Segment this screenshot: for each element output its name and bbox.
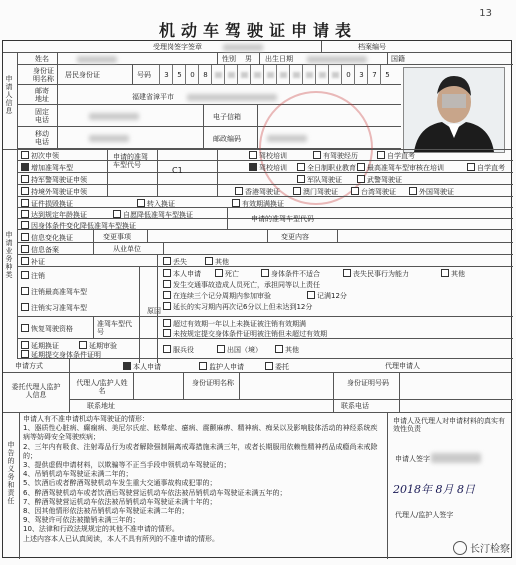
id-digit-cell — [276, 65, 290, 85]
declaration-intro: 申请人有不准申请机动车驾驶证的情形： — [23, 415, 149, 423]
zip-label: 邮政编码 — [213, 135, 241, 143]
cancel-reason-0[interactable]: 本人申请 — [163, 269, 201, 278]
downgrade-row — [17, 208, 513, 223]
declaration-item-5: 5、饮酒后或者醉酒驾驶机动车发生重大交通事故构成犯罪的； — [23, 479, 217, 488]
transfer-label[interactable]: 转入换证 — [137, 199, 175, 208]
phone-label: 固定电话 — [35, 108, 49, 124]
id-no-label: 号码 — [137, 71, 151, 79]
restore-row — [17, 317, 513, 339]
service-option-1[interactable]: 出国（境） — [217, 345, 262, 354]
declaration-item-3: 3、提供虚假申请材料，以欺骗等不正当手段申领机动车驾驶证的； — [23, 461, 231, 470]
id-digit-cell — [224, 65, 238, 85]
agent-signature-label: 代理人/监护人签字 — [395, 511, 454, 519]
email-label: 电子信箱 — [213, 113, 241, 121]
guarantee-label: 申请人及代理人对申请材料的真实有效性负责 — [393, 417, 505, 433]
declaration-item-4: 4、吊销机动车驾驶证未满二年的； — [23, 470, 133, 479]
class-value: C1 — [172, 166, 183, 175]
employer-label: 从业单位 — [113, 245, 141, 253]
application-form — [2, 40, 512, 558]
id-digit-cell — [289, 65, 303, 85]
name-redaction — [77, 56, 117, 63]
cancel-reason-2[interactable]: 身体条件不适合 — [261, 269, 320, 278]
declaration-text — [23, 415, 383, 544]
extra-option-1[interactable]: 全日制职业教育 — [297, 163, 356, 172]
declaration-item-9: 9、驾驶许可依法被撤销未满三年的； — [23, 516, 140, 525]
info-record-row — [17, 243, 513, 255]
initial-label[interactable]: 初次申领 — [21, 151, 59, 160]
add-class-checkbox[interactable] — [21, 163, 29, 171]
application-section-label: 申请业务种类 — [5, 231, 13, 279]
initial-checkbox[interactable] — [21, 151, 29, 159]
info-change-row — [17, 230, 513, 243]
cancel-class-label[interactable]: 注销最高准驾车型 — [21, 287, 87, 296]
agent-phone-label: 联系电话 — [341, 402, 369, 410]
police-row — [17, 173, 513, 185]
info-record-label[interactable]: 信息备案 — [21, 245, 59, 254]
phone-redaction — [89, 113, 139, 120]
foreign-option-4[interactable]: 外国驾驶证 — [409, 187, 454, 196]
foreign-option-2[interactable]: 澳门驾驶证 — [293, 187, 338, 196]
delay-row — [17, 339, 513, 359]
age-downgrade-label[interactable]: 达到规定年龄换证 — [21, 210, 87, 219]
nationality-label: 国籍 — [391, 55, 405, 63]
delay-submit-label[interactable]: 延期提交身体条件证明 — [21, 350, 101, 359]
agent-applicant-label: 代理申请人 — [385, 362, 420, 370]
id-digit-cell — [328, 65, 342, 85]
id-digit-cell — [263, 65, 277, 85]
reason-label: 原因 — [147, 307, 161, 315]
points-reason[interactable]: 在连续三个记分周期内参加审验 — [163, 291, 271, 300]
info-change-label[interactable]: 信息变化换证 — [21, 233, 73, 242]
agent-address-label: 联系地址 — [87, 402, 115, 410]
extend-reason[interactable]: 延长的实习期内再次记6分以上但未达到12分 — [163, 302, 312, 311]
reissue-label[interactable]: 补证 — [21, 257, 45, 266]
health-row — [17, 219, 513, 230]
method-option-0[interactable]: 本人申请 — [123, 362, 161, 371]
initial-row — [17, 149, 513, 161]
changed-class-label: 申请的准驾车型代码 — [251, 215, 314, 223]
handwritten-date: 2018年 8月 8日 — [393, 483, 475, 496]
name-label: 姓名 — [35, 55, 49, 63]
reissue-option-2[interactable]: 其他 — [205, 257, 229, 266]
applicant-section-label: 申请人信息 — [5, 75, 13, 115]
form-title: 机动车驾驶证申请表 — [158, 21, 357, 40]
declaration-item-7: 7、醉酒驾驶营运机动车依法被吊销机动车驾驶证未满十年的； — [23, 497, 217, 506]
expire-label[interactable]: 有效期满换证 — [232, 199, 284, 208]
header-row — [3, 41, 511, 53]
police-option-2[interactable]: 武警驾驶证 — [357, 175, 402, 184]
foreign-row — [17, 185, 513, 197]
foreign-option-3[interactable]: 台湾驾驶证 — [351, 187, 396, 196]
cancel-reason-3[interactable]: 丧失民事行为能力 — [343, 269, 409, 278]
foreign-option-1[interactable]: 香港驾驶证 — [235, 187, 280, 196]
health-downgrade-label[interactable]: 因身体条件变化降低准驾车型换证 — [21, 221, 136, 230]
declaration-item-1: 1、器质性心脏病、癫痫病、美尼尔氏症、眩晕症、癔病、震颤麻痹、精神病、痴呆以及影响肢体活动的神经系统疾病等妨碍安全驾驶疾病； — [23, 424, 378, 442]
id-digit-cell: 0 — [341, 65, 355, 85]
id-row — [17, 65, 401, 85]
restore-class-label: 准驾车型代号 — [97, 320, 132, 336]
points-record[interactable]: 记满12分 — [307, 291, 347, 300]
extra-option-2[interactable]: 最高准驾车型审核在培训 — [357, 163, 444, 172]
expired-reason[interactable]: 超过有效期一年以上未换证被注销有效期满 — [163, 319, 306, 328]
declaration-closing: 上述内容本人已认真阅读，本人不具有所列的不准申请的情形。 — [23, 534, 219, 543]
agent-id-no-label: 身份证明号码 — [347, 379, 389, 387]
id-digit-cell: 7 — [367, 65, 381, 85]
agent-id-label: 身份证明名称 — [192, 379, 234, 387]
add-class-label[interactable]: 增加准驾车型 — [21, 163, 73, 172]
watermark-logo: 长汀检察 — [453, 540, 510, 555]
name-row — [17, 53, 513, 65]
school-option-2[interactable]: 有驾驶经历 — [313, 151, 358, 160]
address-redaction — [187, 94, 277, 101]
cancel-label[interactable]: 注销 — [21, 271, 45, 280]
id-value: 居民身份证 — [65, 71, 100, 79]
cancel-block — [17, 267, 513, 317]
signature-label: 申请人签字 — [395, 455, 430, 463]
signature-redaction — [431, 453, 481, 463]
postal-addr-label: 邮寄地址 — [35, 87, 49, 103]
agent-section-label: 委托代理人监护人信息 — [11, 383, 61, 399]
foreign-license-label[interactable]: 持境外驾驶证申领 — [21, 187, 87, 196]
receiver-label: 受理岗签字签章 — [153, 43, 202, 51]
change-item-label: 变更事项 — [103, 233, 131, 241]
service-option-2[interactable]: 其他 — [275, 345, 299, 354]
cancel-intern-label[interactable]: 注销实习准驾车型 — [21, 303, 87, 312]
police-license-label[interactable]: 持军警驾驶证申领 — [21, 175, 87, 184]
accident-reason[interactable]: 发生交通事故造成人员死亡，承担同等以上责任 — [163, 280, 320, 289]
archive-label: 档案编号 — [358, 43, 386, 51]
method-option-2[interactable]: 委托 — [265, 362, 289, 371]
postal-addr-value: 福建省漳平市 — [132, 93, 174, 101]
method-row — [3, 359, 511, 373]
birth-redaction — [307, 56, 367, 63]
replace-label[interactable]: 证件损毁换证 — [21, 199, 73, 208]
change-content-label: 变更内容 — [281, 233, 309, 241]
school-option-3[interactable]: 自学直考 — [377, 151, 415, 160]
replace-row — [17, 197, 513, 208]
id-digit-cell — [211, 65, 225, 85]
id-digit-cell: 3 — [159, 65, 173, 85]
birth-label: 出生日期 — [265, 55, 293, 63]
extra-option-0[interactable]: 驾校培训 — [249, 163, 287, 172]
not-verified-reason[interactable]: 未按规定提交身体条件证明被注销但未超过有效期 — [163, 329, 327, 338]
id-digit-cell: 3 — [354, 65, 368, 85]
id-digit-cell: 5 — [172, 65, 186, 85]
reissue-option-1[interactable]: 丢失 — [163, 257, 187, 266]
id-label: 身份证明名称 — [33, 67, 54, 83]
declaration-item-8: 8、因其他情形依法被吊销机动车驾驶证未满二年的； — [23, 507, 189, 516]
school-option-1[interactable]: 驾校培训 — [249, 151, 287, 160]
agent-name-label: 代理人/监护人姓名 — [76, 379, 128, 395]
gender-label: 性别 — [222, 55, 236, 63]
method-label: 申请方式 — [15, 362, 43, 370]
voluntary-downgrade-label[interactable]: 自愿降低准驾车型换证 — [113, 210, 193, 219]
police-option-1[interactable]: 军队驾驶证 — [297, 175, 342, 184]
declaration-item-6: 6、醉酒驾驶机动车或者饮酒后驾驶营运机动车依法被吊销机动车驾驶证未满五年的； — [23, 488, 287, 497]
extra-option-3[interactable]: 自学直考 — [467, 163, 505, 172]
agent-block — [3, 373, 511, 413]
method-option-1[interactable]: 监护人申请 — [199, 362, 244, 371]
id-digit-cell: 8 — [198, 65, 212, 85]
id-digit-cell — [302, 65, 316, 85]
class-label: 申请的准驾车型代号 — [113, 153, 148, 169]
gender-value: 男 — [245, 55, 252, 63]
id-digit-cell: 0 — [185, 65, 199, 85]
declaration-item-2: 2、三年内有吸食、注射毒品行为或者解除强制隔离戒毒措施未满三年，或者长期服用依赖性精神药品成瘾尚未戒除的； — [23, 442, 378, 460]
restore-label[interactable]: 恢复驾驶资格 — [21, 324, 73, 333]
page-number: 13 — [479, 8, 492, 19]
mobile-label: 移动电话 — [35, 130, 49, 146]
reissue-row — [17, 255, 513, 267]
id-digit-cell — [250, 65, 264, 85]
declaration-item-10: 10、法律和行政法规规定的其他不准申请的情形。 — [23, 525, 179, 534]
id-digit-cell: 5 — [380, 65, 394, 85]
declaration-section-label: 申告的义务和责任 — [7, 441, 15, 505]
mobile-redaction — [89, 135, 129, 142]
cancel-reason-4[interactable]: 其他 — [441, 269, 465, 278]
cancel-reason-1[interactable]: 死亡 — [215, 269, 239, 278]
receiver-redaction — [223, 44, 263, 51]
applicant-photo — [403, 67, 505, 153]
id-digit-cell — [237, 65, 251, 85]
delay-label[interactable]: 延期换证 — [21, 341, 59, 350]
delay-review-label[interactable]: 延期审验 — [79, 341, 117, 350]
service-option-0[interactable]: 服兵役 — [163, 345, 194, 354]
id-digit-cell — [315, 65, 329, 85]
